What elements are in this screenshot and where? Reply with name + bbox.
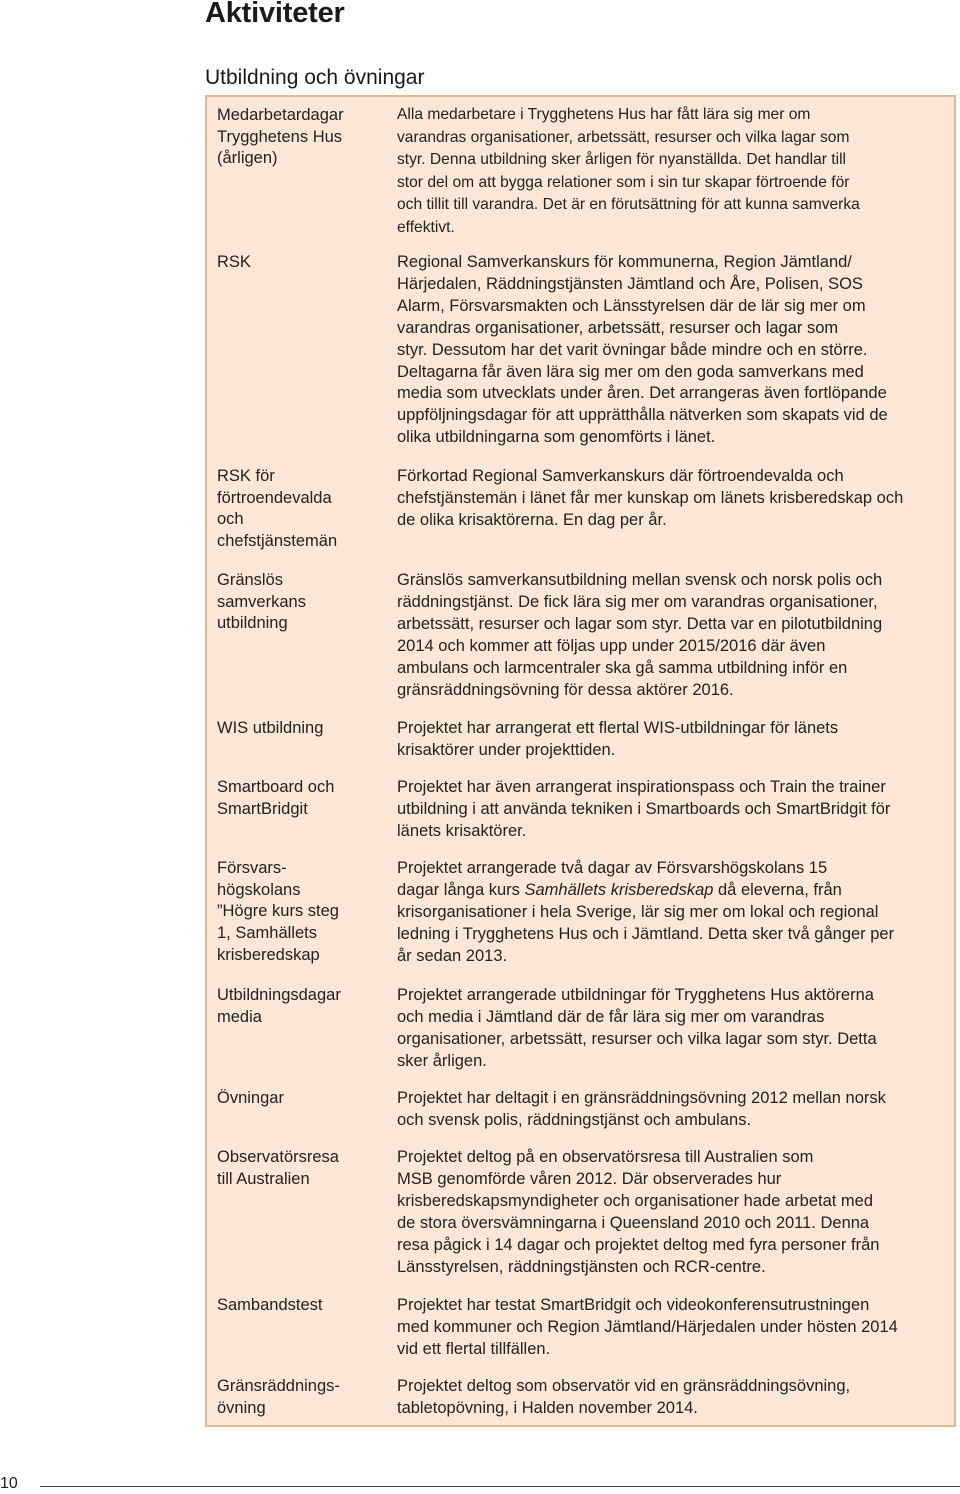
activity-description: Förkortad Regional Samverkanskurs där förtroendevalda och chefstjänstemän i länet får mer kunskap om länets krisberedskap och de olika krisaktörerna. En dag per år. — [397, 467, 904, 529]
footer-divider — [40, 1486, 960, 1487]
activity-label: Medarbetardagar Trygghetens Hus (årligen) — [217, 106, 344, 168]
activity-description: Alla medarbetare i Trygghetens Hus har fått lära sig mer om varandras organisationer, arbetssätt, resurser och vilka lagar som styr. Denna utbildning sker årligen för nyanställda. Det handlar till stor del om att bygga relationer som i sin tur skapar förtroende för och tillit till varandra. Det är en förutsättning för att kunna samverka effektivt. — [397, 106, 860, 236]
activity-label: RSK för förtroendevalda och chefstjänstemän — [217, 467, 338, 551]
activity-description: Projektet arrangerade utbildningar för Trygghetens Hus aktörerna och media i Jämtland där de får lära sig mer om varandras organisationer, arbetssätt, resurser och vilka lagar som styr. Detta sker årligen. — [397, 986, 877, 1070]
activity-label: Övningar — [217, 1089, 284, 1107]
activity-description: Projektet har testat SmartBridgit och videokonferensutrustningen med kommuner och Region Jämtland/Härjedalen under hösten 2014 vid ett flertal tillfällen. — [397, 1296, 898, 1358]
page-title: Aktiviteter — [205, 0, 345, 29]
activity-description: Regional Samverkanskurs för kommunerna, Region Jämtland/ Härjedalen, Räddningstjänsten Jämtland och Åre, Polisen, SOS Alarm, Försvarsmakten och Länsstyrelsen där de lär sig mer om varandras organisationer, arbetssätt, resurser och lagar som styr. Dessutom har det varit övningar både mindre och en större. Deltagarna får även lära sig mer om den goda samverkans med media som utvecklats under åren. Det arrangeras även fortlöpande uppföljningsdagar för att upprätthålla nätverken som skapats vid de olika utbildningarna som genomförts i länet. — [397, 253, 888, 447]
course-title: Samhällets krisberedskap — [524, 880, 714, 899]
activity-label: Gränslös samverkans utbildning — [217, 571, 306, 633]
activity-description: Gränslös samverkansutbildning mellan svensk och norsk polis och räddningstjänst. De fick lära sig mer om varandras organisationer, arbetssätt, resurser och lagar som styr. Detta var en pilotutbildning 2014 och kommer att följas upp under 2015/2016 där även ambulans och larmcentraler ska gå samma utbildning inför en gränsräddningsövning för dessa aktörer 2016. — [397, 571, 883, 699]
activity-description: Projektet deltog som observatör vid en gränsräddningsövning, tabletopövning, i Halden november 2014. — [397, 1377, 851, 1417]
activity-label: Sambandstest — [217, 1296, 323, 1314]
activity-description: Projektet har även arrangerat inspirationspass och Train the trainer utbildning i att använda tekniken i Smartboards och SmartBridgit för länets krisaktörer. — [397, 778, 891, 840]
activity-description: Projektet deltog på en observatörsresa till Australien som MSB genomförde våren 2012. Där observerades hur krisberedskapsmyndigheter och organisationer hade arbetat med de stora översvämningarna i Queensland 2010 och 2011. Denna resa pågick i 14 dagar och projektet deltog med fyra personer från Länsstyrelsen, räddningstjänsten och RCR-centre. — [397, 1148, 880, 1276]
activity-label: Gränsräddnings- övning — [217, 1377, 340, 1417]
activity-label: WIS utbildning — [217, 719, 324, 737]
activity-description: Projektet har arrangerat ett flertal WIS-utbildningar för länets krisaktörer under projekttiden. — [397, 719, 839, 759]
activity-label: Försvars- högskolans ”Högre kurs steg 1, Samhällets krisberedskap — [217, 859, 339, 964]
page-number: 10 — [0, 1475, 18, 1492]
activity-label: Utbildningsdagar media — [217, 986, 341, 1026]
activity-description: Projektet har deltagit i en gränsräddningsövning 2012 mellan norsk och svensk polis, räddningstjänst och ambulans. — [397, 1089, 886, 1129]
section-title: Utbildning och övningar — [205, 66, 425, 89]
activity-label: Observatörsresa till Australien — [217, 1148, 339, 1188]
activities-table — [205, 95, 956, 1427]
activity-description: Projektet arrangerade två dagar av Försvarshögskolans 15 dagar långa kurs Samhällets krisberedskap då eleverna, från krisorganisationer i hela Sverige, lär sig mer om lokal och regional ledning i Trygghetens Hus och i Jämtland. Detta sker två gånger per år sedan 2013. — [397, 859, 895, 965]
activity-label: RSK — [217, 253, 251, 271]
activity-label: Smartboard och SmartBridgit — [217, 778, 335, 818]
